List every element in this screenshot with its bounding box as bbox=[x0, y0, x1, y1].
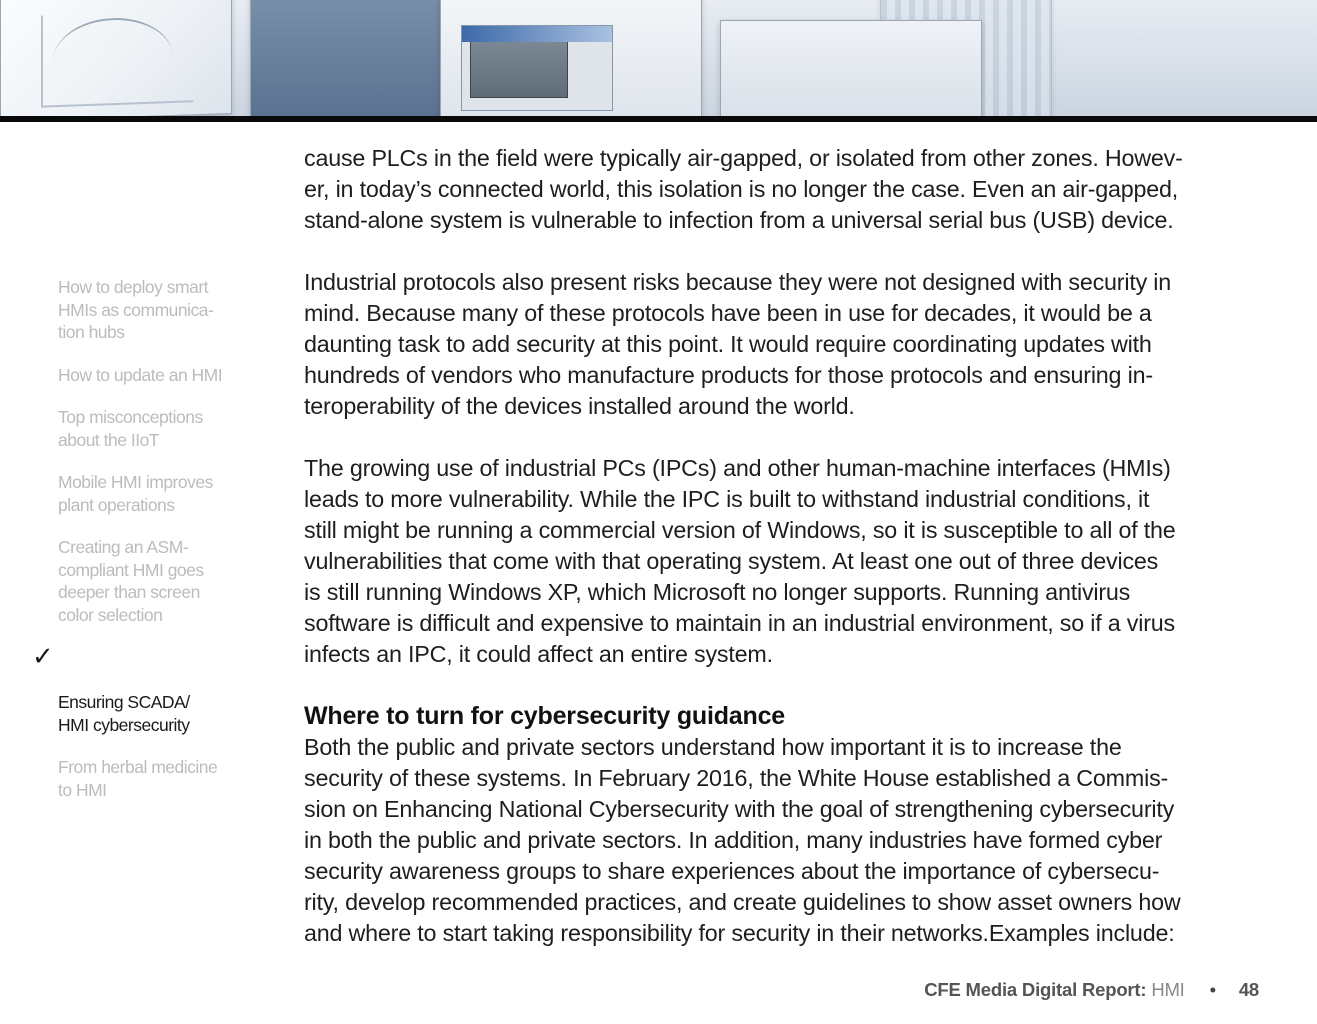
banner-panel-screenshot bbox=[250, 0, 452, 116]
footer-topic: HMI bbox=[1151, 979, 1185, 1000]
paragraph-air-gapped: cause PLCs in the field were typically air-gapped, or isolated from other zones. Howev- er, in today’s connected world, this isolation is no longer the case. Even an air-gapped, stand-alone system is vulnerable to infection from a universal serial bus (USB) device. bbox=[304, 145, 1183, 233]
sidebar-item-scada-cybersecurity[interactable] bbox=[32, 641, 258, 736]
footer-separator: • bbox=[1209, 979, 1216, 1000]
header-banner-image bbox=[0, 0, 1317, 116]
header-rule bbox=[0, 116, 1317, 122]
checkmark-icon: ✓ bbox=[32, 641, 54, 671]
footer-publication: CFE Media Digital Report: bbox=[924, 979, 1147, 1000]
sidebar-nav bbox=[32, 276, 258, 821]
paragraph-ipc-vulnerability: The growing use of industrial PCs (IPCs) and other human-machine interfaces (HMIs) leads to more vulnerability. While the IPC is built to withstand industrial conditions, it still might be running a commercial version of Windows, so it is susceptible to all of the vulnerabilities that come with that operating system. At least one out of three devices is still running Windows XP, which Microsoft no longer supports. Running antivirus software is difficult and expensive to maintain in an industrial environment, so if a virus infects an IPC, it could affect an entire system. bbox=[304, 455, 1176, 667]
banner-hmi-screenshot bbox=[440, 0, 702, 116]
banner-chart-screenshot bbox=[0, 0, 232, 116]
sidebar-item-herbal-medicine[interactable]: From herbal medicine to HMI bbox=[58, 757, 218, 800]
section-heading: Where to turn for cybersecurity guidance bbox=[304, 702, 785, 730]
paragraph-guidance: Both the public and private sectors understand how important it is to increase the security of these systems. In February 2016, the White House established a Commis- sion on Enhancing National Cybersecurity with the goal of strengthening cybersecurity in both the public and private sectors. In addition, many industries have formed cyber security awareness groups to share experiences about the importance of cybersecu- rity, develop recommended practices, and create guidelines to show asset owners how and where to start taking responsibility for security in their networks.Examples include: bbox=[304, 734, 1181, 946]
sidebar-item-mobile-hmi[interactable]: Mobile HMI improves plant operations bbox=[58, 472, 213, 515]
paragraph-industrial-protocols: Industrial protocols also present risks because they were not designed with security in mind. Because many of these protocols have been in use for decades, it would be a daunting task to add security at this point. It would require coordinating updates with hundreds of vendors who manufacture products for those protocols and ensuring in- teroperability of the devices installed around the world. bbox=[304, 269, 1172, 419]
sidebar-item-label: Ensuring SCADA/ HMI cybersecurity bbox=[58, 692, 190, 735]
sidebar-item-asm-hmi[interactable]: Creating an ASM- compliant HMI goes deeper than screen color selection bbox=[58, 537, 204, 625]
sidebar-item-iiot-misconceptions[interactable]: Top misconceptions about the IIoT bbox=[58, 407, 203, 450]
page-number: 48 bbox=[1238, 979, 1259, 1000]
banner-window-screenshot bbox=[720, 20, 982, 116]
article-body bbox=[304, 143, 1274, 949]
page-footer bbox=[924, 978, 1259, 1002]
sidebar-item-smart-hmis[interactable]: How to deploy smart HMIs as communica- tion hubs bbox=[58, 277, 214, 342]
sidebar-item-update-hmi[interactable]: How to update an HMI bbox=[58, 364, 223, 385]
